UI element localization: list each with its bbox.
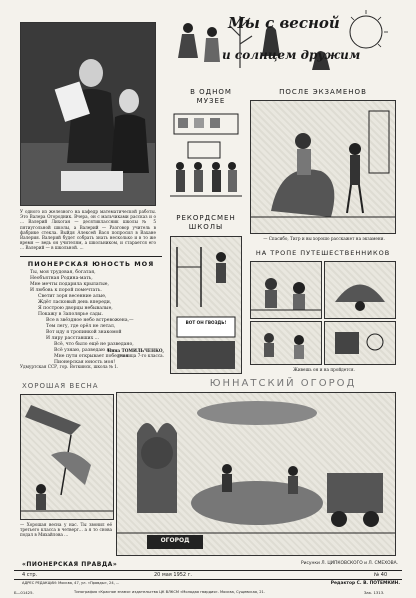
poem-line: Пионерская юность моя! xyxy=(54,360,116,365)
poem-line: Мне пути открывает победная xyxy=(54,354,129,359)
section-garden-title: ЮННАТСКИЙ ОГОРОД xyxy=(209,378,357,389)
poem-author-school: ученица 7-го класса. xyxy=(117,353,164,358)
photo-caption: У одного из железного на кафедр математической работы. Это Валера Огородник. Вчера, он с мальчиками рассказ и о ... Валерий Лихоган — десятиклассник школы № 5 пятиугольной школы, а Валерий — Разговор учитель в фабрике стекла. Выйдя Алексей Вася попросил в Вахане Валерия. Валерий будет собрать знать несколько и в то же время — ведь он учителям, а школьником, и старается его ... Валерий — в школьной. ... xyxy=(20,209,156,251)
poem-line: Мне мечты подарила крылатые, xyxy=(30,282,109,287)
section-museum-title: В ОДНОМ МУЗЕЕ xyxy=(190,88,232,105)
footer-credits: Рисунки Л. ЦИПКОВСКОГО и Л. СМЕХОВА. xyxy=(301,561,398,566)
travel-caption: Живешь он и на пройдется. xyxy=(293,367,355,372)
garden-sign: ОГОРОД xyxy=(160,537,190,544)
poem-line: Все в звёздное небо встревожена,— xyxy=(46,318,134,323)
poem-line: Покажу в Заполярье сады. xyxy=(38,312,103,317)
footer-rule-mid xyxy=(14,579,402,580)
garden-drawing xyxy=(117,393,395,555)
section-spring-title: ХОРОШАЯ ВЕСНА xyxy=(22,382,99,390)
poem-line: Всё узнаю, разведаю я,— xyxy=(54,348,116,353)
footer-issue: № 40 xyxy=(374,572,388,578)
garden-cartoon xyxy=(116,392,396,556)
footer-rule-top xyxy=(14,570,402,571)
footer-date: 20 мая 1952 г. xyxy=(154,572,192,578)
footer-address: АДРЕС РЕДАКЦИИ: Москва, 47, ул. «Правды», 24, ... xyxy=(22,581,120,585)
portrait-photo xyxy=(20,22,156,206)
poem-block xyxy=(20,256,162,376)
footer xyxy=(14,560,402,596)
photo-image xyxy=(21,23,155,205)
poem-line: Вот иду я тропинкой знакомой xyxy=(46,330,122,335)
record-drawing xyxy=(171,237,241,373)
poem-author xyxy=(100,348,164,358)
masthead-title-line2: и солнцем дружим xyxy=(222,48,361,62)
poem-line: Всё, что было ещё не разведано, xyxy=(54,342,134,347)
travel-drawing-1 xyxy=(251,262,321,318)
poem-top-rule xyxy=(20,256,162,257)
after-exams-caption: — Спасибо, Тигр и вы хорошо расскажет на экзамени. xyxy=(263,236,385,241)
travel-cartoon-1 xyxy=(250,261,322,319)
travel-drawing-3 xyxy=(251,322,321,364)
poem-line: Необъятная Родина-мать, xyxy=(30,276,93,281)
museum-cartoon xyxy=(170,112,242,208)
travel-drawing-4 xyxy=(325,322,395,364)
record-cartoon xyxy=(170,236,242,374)
footer-printer: Типография «Красное знамя» издательства ЦК ВЛКСМ «Молодая гвардия». Москва, Сущевская, 21. xyxy=(74,590,265,594)
travel-cartoon-2 xyxy=(324,261,396,319)
footer-order: Зак. 1313. xyxy=(364,590,385,595)
travel-drawing-2 xyxy=(325,262,395,318)
poem-line: Я построю дворцы небывалые, xyxy=(38,306,113,311)
poem-line: И лиру расставших ... xyxy=(46,336,100,341)
poem-line: Светит зоря весенние алые, xyxy=(38,294,107,299)
poem-author-name: Нина ТОМИЛЬЧЕНКО, xyxy=(107,348,164,353)
poem-line: Ждёт ласковый день впереди, xyxy=(38,300,112,305)
speech-bubble: ВОТ ОН ГВОЗДЬ! xyxy=(185,320,227,325)
poem-line: И любовь к порой помечтать. xyxy=(30,288,102,293)
poem-location: Удмуртская ССР, гор. Воткинск, школа № 1. xyxy=(20,364,119,369)
museum-drawing xyxy=(170,112,242,208)
footer-page: 4 стр. xyxy=(22,572,38,578)
section-after-exams-title: ПОСЛЕ ЭКЗАМЕНОВ xyxy=(279,88,367,96)
poem-title: ПИОНЕРСКАЯ ЮНОСТЬ МОЯ xyxy=(27,260,155,268)
masthead xyxy=(170,8,396,76)
masthead-title-line1: Мы с весной xyxy=(228,14,340,32)
footer-paper-name: «ПИОНЕРСКАЯ ПРАВДА» xyxy=(22,561,118,568)
travel-cartoon-3 xyxy=(250,321,322,365)
footer-editor: Редактор С. В. ПОТЕМКИН. xyxy=(330,581,400,586)
section-record-title: РЕКОРДСМЕН ШКОЛЫ xyxy=(176,214,236,231)
spring-cartoon xyxy=(20,394,114,520)
spring-caption: — Хорошая весна у нас. Ты звонил её третьего класса в четверг... а я то снова подал в Михайлова ... xyxy=(20,522,112,538)
poem-line: Ты, моя трудовая, богатая, xyxy=(30,270,96,275)
after-exams-drawing xyxy=(251,101,395,233)
footer-code: Б—01425. xyxy=(14,590,34,595)
poem-line: Тем легу, где орёл не летал, xyxy=(46,324,116,329)
travel-cartoon-4 xyxy=(324,321,396,365)
after-exams-cartoon xyxy=(250,100,396,234)
spring-drawing xyxy=(21,395,113,519)
section-travel-title: НА ТРОПЕ ПУТЕШЕСТВЕННИКОВ xyxy=(255,249,391,257)
